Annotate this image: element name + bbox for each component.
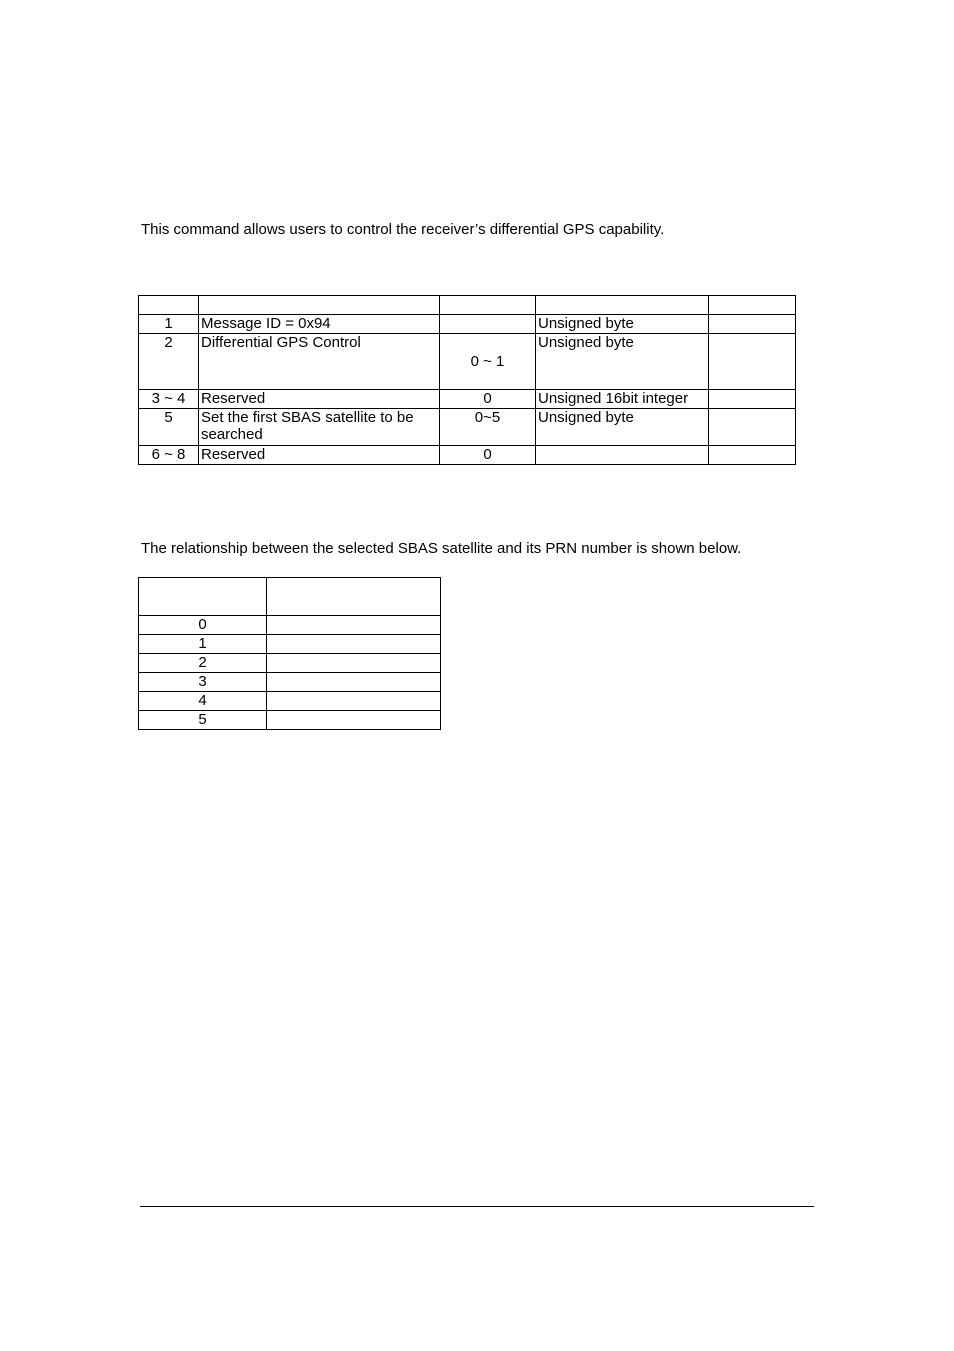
intro-paragraph: This command allows users to control the receiver’s differential GPS capability. <box>141 221 665 238</box>
value-cell: 3 <box>139 673 267 692</box>
type-cell <box>536 446 709 465</box>
type-cell: Unsigned byte <box>536 334 709 390</box>
bytes-cell: 3 ~ 4 <box>139 390 199 409</box>
range-cell: 0~5 <box>440 409 536 446</box>
table-row <box>139 446 796 465</box>
value-cell: 2 <box>139 654 267 673</box>
footer-divider <box>140 1206 814 1207</box>
type-cell: Unsigned byte <box>536 315 709 334</box>
prn-cell <box>267 616 441 635</box>
prn-table <box>138 577 441 730</box>
units-cell <box>709 390 796 409</box>
header-cell <box>199 296 440 315</box>
table-header-row <box>139 578 441 616</box>
name-cell: Message ID = 0x94 <box>199 315 440 334</box>
header-cell <box>139 578 267 616</box>
bytes-cell: 1 <box>139 315 199 334</box>
table-row <box>139 315 796 334</box>
prn-cell <box>267 711 441 730</box>
name-cell: Reserved <box>199 390 440 409</box>
prn-cell <box>267 692 441 711</box>
range-cell: 0 ~ 1 <box>440 334 536 390</box>
table-row <box>139 692 441 711</box>
name-cell: Differential GPS Control <box>199 334 440 390</box>
bytes-cell: 2 <box>139 334 199 390</box>
units-cell <box>709 446 796 465</box>
payload-table <box>138 295 796 465</box>
table-row <box>139 635 441 654</box>
range-cell <box>440 315 536 334</box>
table-row <box>139 673 441 692</box>
prn-cell <box>267 635 441 654</box>
table-row <box>139 409 796 446</box>
prn-cell <box>267 673 441 692</box>
units-cell <box>709 315 796 334</box>
table-row <box>139 616 441 635</box>
table-header-row <box>139 296 796 315</box>
bytes-cell: 6 ~ 8 <box>139 446 199 465</box>
header-cell <box>267 578 441 616</box>
units-cell <box>709 334 796 390</box>
header-cell <box>709 296 796 315</box>
units-cell <box>709 409 796 446</box>
table-row <box>139 711 441 730</box>
header-cell <box>139 296 199 315</box>
name-cell: Reserved <box>199 446 440 465</box>
range-cell: 0 <box>440 390 536 409</box>
type-cell: Unsigned 16bit integer <box>536 390 709 409</box>
value-cell: 4 <box>139 692 267 711</box>
range-cell: 0 <box>440 446 536 465</box>
table-row <box>139 334 796 390</box>
value-cell: 0 <box>139 616 267 635</box>
table-row <box>139 654 441 673</box>
value-cell: 1 <box>139 635 267 654</box>
type-cell: Unsigned byte <box>536 409 709 446</box>
header-cell <box>536 296 709 315</box>
value-cell: 5 <box>139 711 267 730</box>
bytes-cell: 5 <box>139 409 199 446</box>
prn-cell <box>267 654 441 673</box>
table-row <box>139 390 796 409</box>
name-cell: Set the first SBAS satellite to be searched <box>199 409 440 446</box>
relation-paragraph: The relationship between the selected SBAS satellite and its PRN number is shown below. <box>141 540 742 557</box>
header-cell <box>440 296 536 315</box>
